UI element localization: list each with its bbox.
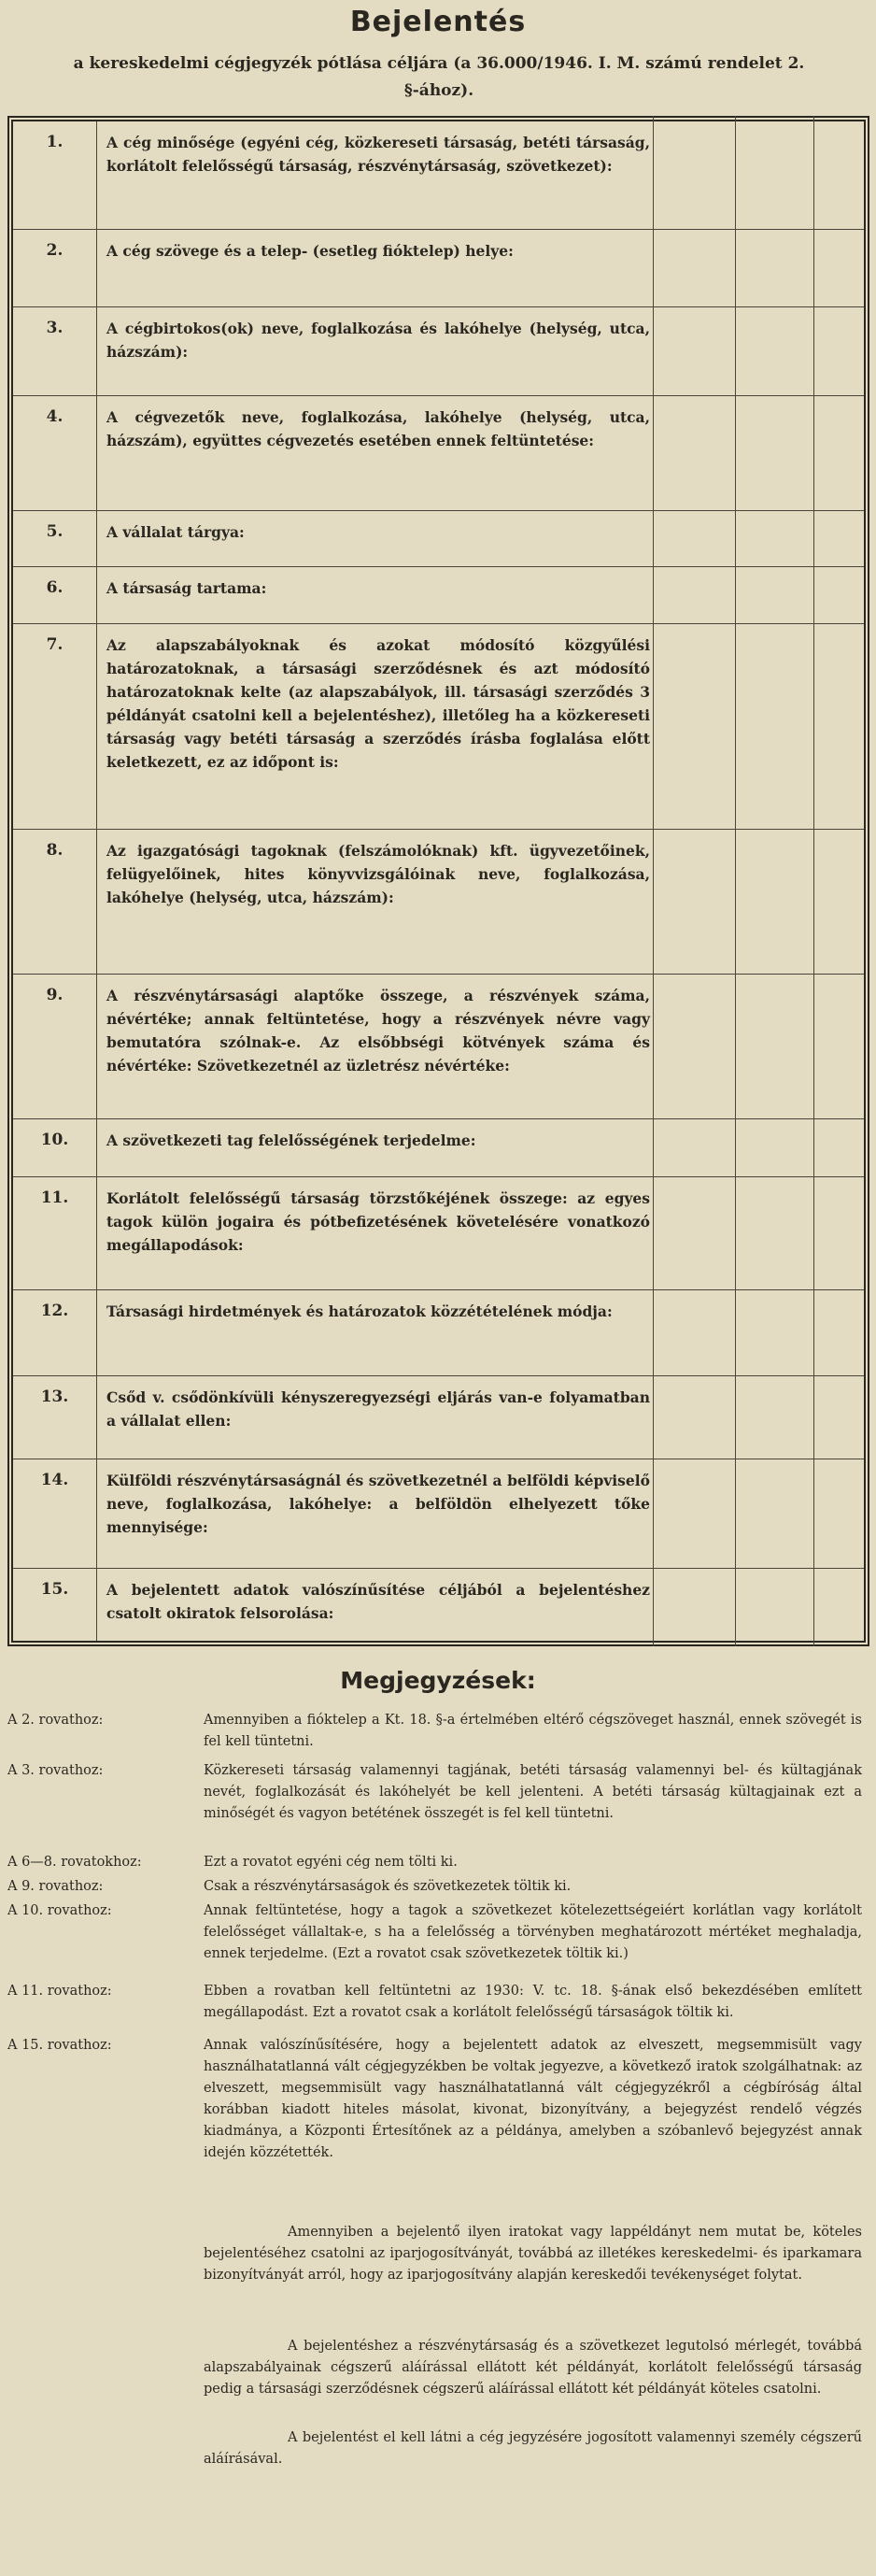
form-row xyxy=(13,623,864,829)
form-row xyxy=(13,566,864,623)
form-row xyxy=(13,306,864,395)
note-label: A 15. rovathoz: xyxy=(7,2038,112,2053)
note-text: Ebben a rovatban kell feltüntetni az 1930: V. tc. 18. §-ának első bekezdésében említett megállapodást. Ezt a rovatot csak a korlátolt felelősségű társaságok töltik ki. xyxy=(204,1984,862,2020)
row-question: A társaság tartama: xyxy=(106,579,267,597)
row-number: 13. xyxy=(13,1376,97,1459)
form-row xyxy=(13,1459,864,1568)
note-label: A 2. rovathoz: xyxy=(7,1713,104,1728)
row-number: 9. xyxy=(13,975,97,1118)
answer-column-divider xyxy=(813,116,814,1646)
form-row xyxy=(13,1568,864,1641)
row-number: 7. xyxy=(13,624,97,829)
row-question: A vállalat tárgya: xyxy=(106,523,245,541)
row-question: Csőd v. csődönkívüli kényszeregyezségi eljárás van-e folyamatban a vállalat ellen: xyxy=(106,1388,650,1430)
document-title: Bejelentés xyxy=(349,6,527,38)
note-paragraph: A bejelentéshez a részvénytársaság és a szövetkezet legutolsó mérlegét, továbbá alapszabályainak cégszerű aláírással ellátott két példányát, korlátolt felelősségű társaság pedig a társasági szerződésnek cégszerű aláírással ellátott két példányát köteles csatolni. xyxy=(204,2339,862,2397)
note-text: Ezt a rovatot egyéni cég nem tölti ki. xyxy=(204,1855,458,1870)
row-number: 11. xyxy=(13,1177,97,1289)
row-number: 8. xyxy=(13,830,97,974)
document-subtitle: a kereskedelmi cégjegyzék pótlása céljára (a 36.000/1946. I. M. számú rendelet 2. §-ához). xyxy=(73,54,805,100)
form-row xyxy=(13,974,864,1118)
row-question: Társasági hirdetmények és határozatok közzétételének módja: xyxy=(106,1302,613,1320)
note-text: Közkereseti társaság valamennyi tagjának, betéti társaság valamennyi bel- és kültagjának nevét, foglalkozását és lakóhelyét be kell jelenteni. A betéti társaság kültagjainak ezt a minőségét és vagyon betétének összegét is fel kell tüntetni. xyxy=(204,1763,862,1821)
row-number: 14. xyxy=(13,1459,97,1568)
form-row xyxy=(13,510,864,566)
note-label: A 3. rovathoz: xyxy=(7,1763,104,1778)
row-number: 15. xyxy=(13,1569,97,1641)
row-number: 3. xyxy=(13,307,97,395)
note-paragraph: A bejelentést el kell látni a cég jegyzésére jogosított valamennyi személy cégszerű aláírásával. xyxy=(204,2430,862,2467)
note-label: A 10. rovathoz: xyxy=(7,1903,112,1918)
row-question: A részvénytársasági alaptőke összege, a részvények száma, névértéke; annak feltüntetése, hogy a részvények névre vagy bemutatóra szólnak-e. Az elsőbbségi kötvények száma és névértéke: Szövetkezetnél az üzletrész névértéke: xyxy=(106,987,650,1075)
note-paragraph: Amennyiben a bejelentő ilyen iratokat vagy lappéldányt nem mutat be, köteles bejelentéséhez csatolni az iparjogosítványát, továbbá az illetékes kereskedelmi- és iparkamara bizonyítványát arról, hogy az iparjogosítvány alapján kereskedői tevékenységet folytat. xyxy=(204,2225,862,2283)
row-number: 6. xyxy=(13,567,97,623)
row-question: A cégvezetők neve, foglalkozása, lakóhelye (helység, utca, házszám), együttes cégvezetés esetében ennek feltüntetése: xyxy=(106,408,650,449)
form-row xyxy=(13,229,864,306)
registration-form-table xyxy=(7,116,869,1646)
row-number: 4. xyxy=(13,396,97,510)
note-text: Annak feltüntetése, hogy a tagok a szövetkezet kötelezettségeiért korlátlan vagy korlátolt felelősséget vállaltak-e, s ha a felelősség a törvényben meghatározott mértéket meghaladja, ennek terjedelme. (Ezt a rovatot csak szövetkezetek töltik ki.) xyxy=(204,1903,862,1961)
row-question: A szövetkezeti tag felelősségének terjedelme: xyxy=(106,1131,476,1149)
row-question: A cég szövege és a telep- (esetleg fióktelep) helye: xyxy=(106,242,514,260)
form-row xyxy=(13,1118,864,1176)
answer-column-divider xyxy=(653,116,654,1646)
note-text: Csak a részvénytársaságok és szövetkezetek töltik ki. xyxy=(204,1879,572,1894)
row-question: Korlátolt felelősségű társaság törzstőkéjének összege: az egyes tagok külön jogaira és pótbefizetésének követelésére vonatkozó megállapodások: xyxy=(106,1189,650,1254)
row-question: A cég minősége (egyéni cég, közkereseti társaság, betéti társaság, korlátolt felelősségű társaság, részvénytársaság, szövetkezet): xyxy=(106,134,650,175)
note-text: Annak valószínűsítésére, hogy a bejelentett adatok az elveszett, megsemmisült vagy használhatatlanná vált cégjegyzékben be voltak jegyezve, a következő iratok szolgálhatnak: az elveszett, megsemmisült vagy használhatatlanná vált cégjegyzékről a cégbíróság által korábban kiadott hiteles másolat, kivonat, bizonyítvány, a bejegyzést rendelő végzés kiadmánya, a Központi Értesítőnek az a példánya, amelyben a szóbanlevő bejegyzést annak idején közzétették. xyxy=(204,2038,862,2160)
form-row xyxy=(13,1375,864,1459)
row-question: A cégbirtokos(ok) neve, foglalkozása és lakóhelye (helység, utca, házszám): xyxy=(106,320,650,361)
form-row xyxy=(13,121,864,229)
form-row xyxy=(13,1289,864,1375)
row-question: Külföldi részvénytársaságnál és szövetkezetnél a belföldi képviselő neve, foglalkozása, lakóhelye: a belföldön elhelyezett tőke mennyisége: xyxy=(106,1472,650,1536)
note-text: Amennyiben a fióktelep a Kt. 18. §-a értelmében eltérő cégszöveget használ, ennek szövegét is fel kell tüntetni. xyxy=(204,1713,862,1749)
form-row xyxy=(13,1176,864,1289)
note-label: A 6—8. rovatokhoz: xyxy=(7,1855,142,1870)
row-question: Az alapszabályoknak és azokat módosító közgyűlési határozatoknak, a társasági szerződésnek és azt módosító határozatoknak kelte (az alapszabályok, ill. társasági szerződés 3 példányát csatolni kell a bejelentéshez), illetőleg ha a közkereseti társaság vagy betéti társaság a szerződés írásba foglalása előtt keletkezett, ez az időpont is: xyxy=(106,636,650,771)
note-label: A 9. rovathoz: xyxy=(7,1879,104,1894)
form-row xyxy=(13,829,864,974)
row-number: 5. xyxy=(13,511,97,566)
row-question: A bejelentett adatok valószínűsítése céljából a bejelentéshez csatolt okiratok felsorolása: xyxy=(106,1581,650,1622)
row-number: 12. xyxy=(13,1290,97,1375)
row-number: 10. xyxy=(13,1119,97,1176)
row-question: Az igazgatósági tagoknak (felszámolóknak) kft. ügyvezetőinek, felügyelőinek, hites könyvvizsgálóinak neve, foglalkozása, lakóhelye (helység, utca, házszám): xyxy=(106,842,650,906)
form-row xyxy=(13,395,864,510)
row-number: 1. xyxy=(13,121,97,229)
notes-title: Megjegyzések: xyxy=(340,1667,536,1694)
answer-column-divider xyxy=(735,116,736,1646)
note-label: A 11. rovathoz: xyxy=(7,1984,112,1999)
row-number: 2. xyxy=(13,230,97,306)
